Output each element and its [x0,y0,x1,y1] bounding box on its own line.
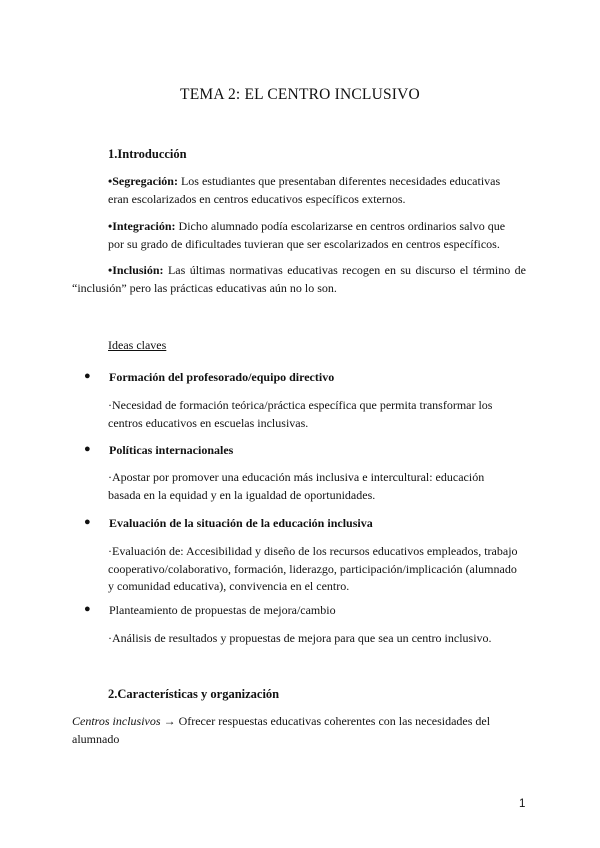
ideas-claves-heading: Ideas claves [108,338,167,352]
document-title: TEMA 2: EL CENTRO INCLUSIVO [180,86,420,103]
bullet-icon: ● [84,370,91,382]
term-integracion: •Integración: [108,219,176,233]
section-heading-caracteristicas: 2.Características y organización [108,687,280,701]
bullet-icon: ● [84,516,91,528]
section-heading-introduccion: 1.Introducción [108,147,187,161]
idea-title-politicas: Políticas internacionales [109,443,234,457]
term-inclusion: •Inclusión: [108,263,164,277]
term-segregacion: •Segregación: [108,174,178,188]
idea-title-formacion: Formación del profesorado/equipo directivo [109,370,335,384]
definition-integracion: Dicho alumnado podía escolarizarse en centros ordinarios salvo que por su grado de dificultades tuvieran que ser escolarizados en centros específicos. [108,219,506,251]
idea-text-planteamiento: ·Análisis de resultados y propuestas de mejora para que sea un centro inclusivo. [108,631,492,645]
definition-centros-inclusivos: Ofrecer respuestas educativas coherentes con las necesidades del alumnado [72,714,491,746]
idea-text-politicas: ·Apostar por promover una educación más inclusiva e intercultural: educación basada en la equidad y en la igualdad de oportunidades. [108,470,485,502]
term-centros-inclusivos: Centros inclusivos [72,714,161,728]
page-number: 1 [519,798,526,810]
idea-title-evaluacion: Evaluación de la situación de la educación inclusiva [109,516,373,530]
paragraph-inclusion [72,262,526,297]
bullet-icon: ● [84,603,91,615]
paragraph-integracion [108,218,513,253]
paragraph-segregacion [108,173,513,208]
definition-inclusion: Las últimas normativas educativas recogen en su discurso el término de “inclusión” pero las prácticas educativas aún no lo son. [72,263,526,295]
bullet-icon: ● [84,443,91,455]
idea-title-planteamiento: Planteamiento de propuestas de mejora/cambio [109,603,336,617]
paragraph-centros-inclusivos [72,713,526,748]
arrow-icon: → [160,714,179,728]
definition-segregacion: Los estudiantes que presentaban diferentes necesidades educativas eran escolarizados en centros educativos específicos externos. [108,174,501,206]
idea-text-evaluacion: ·Evaluación de: Accesibilidad y diseño de los recursos educativos empleados, trabajo cooperativo/colaborativo, formación, liderazgo, participación/implicación (alumnado y comunidad educativa), convivencia en el centro. [108,544,518,593]
idea-text-formacion: ·Necesidad de formación teórica/práctica específica que permita transformar los centros educativos en escuelas inclusivas. [108,398,493,430]
